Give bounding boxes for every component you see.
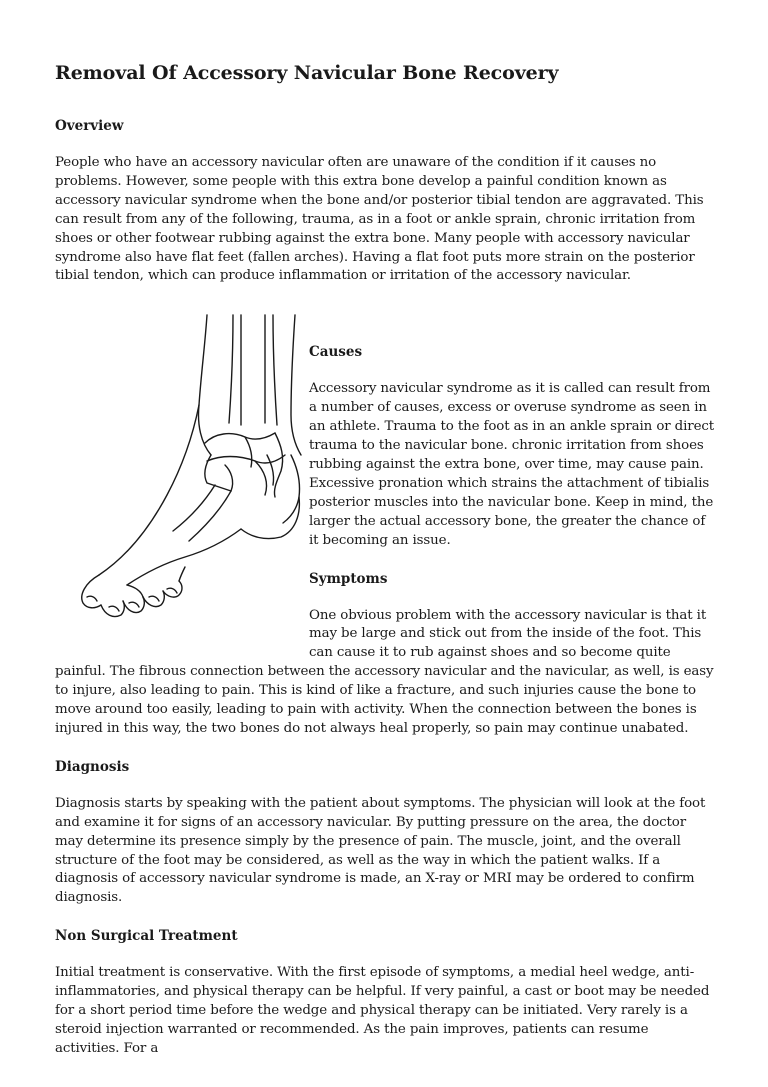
non-surgical-heading: Non Surgical Treatment xyxy=(55,928,238,945)
foot-ankle-illustration-icon xyxy=(55,305,303,645)
diagnosis-paragraph: Diagnosis starts by speaking with the patient about symptoms. The physician will look at the foot and examine it for signs of an accessory navicular. By putting pressure on the area, the doctor may determine its presence simply by the presence of pain. The muscle, joint, and the overall structure of the foot may be considered, as well as the way in which the patient walks. If a diagnosis of accessory navicular syndrome is made, an X-ray or MRI may be ordered to confirm diagnosis. xyxy=(55,795,706,906)
page-title: Removal Of Accessory Navicular Bone Recovery xyxy=(55,62,559,84)
causes-paragraph: Accessory navicular syndrome as it is called can result from a number of causes, excess or overuse syndrome as seen in an athlete. Trauma to the foot as in an ankle sprain or direct trauma to the navicular bone. chronic irritation from shoes rubbing against the extra bone, over time, may cause pain. Excessive pronation which strains the attachment of tibialis posterior muscles into the navicular bone. Keep in mind, the larger the actual accessory bone, the greater the chance of it becoming an issue. xyxy=(309,381,715,548)
overview-paragraph: People who have an accessory navicular often are unaware of the condition if it causes no problems. However, some people with this extra bone develop a painful condition known as accessory navicular syndrome when the bone and/or posterior tibial tendon are aggravated. This can result from any of the following, trauma, as in a foot or ankle sprain, chronic irritation from shoes or other footwear rubbing against the extra bone. Many people with accessory navicular syndrome also have flat feet (fallen arches). Having a flat foot puts more strain on the posterior tibial tendon, which can produce inflammation or irritation of the accessory navicular. xyxy=(55,155,704,284)
symptoms-heading: Symptoms xyxy=(309,570,388,587)
foot-illustration xyxy=(55,305,303,645)
diagnosis-heading: Diagnosis xyxy=(55,758,130,775)
non-surgical-paragraph: Initial treatment is conservative. With the first episode of symptoms, a medial heel wedge, anti-inflammatories, and physical therapy can be helpful. If very painful, a cast or boot may be needed for a short period time before the wedge and physical therapy can be initiated. Very rarely is a steroid injection warranted or recommended. As the pain improves, patients can resume activities. For a xyxy=(55,965,710,1056)
causes-heading: Causes xyxy=(309,344,363,361)
symptoms-paragraph: One obvious problem with the accessory navicular is that it may be large and stick out from the inside of the foot. This can cause it to rub against shoes and so become quite painful. The fibrous connection between the accessory navicular and the navicular, as well, is easy to injure, also leading to pain. This is kind of like a fracture, and such injuries cause the bone to move around too easily, leading to pain with activity. When the connection between the bones is injured in this way, the two bones do not always heal properly, so pain may continue unabated. xyxy=(55,607,714,736)
overview-heading: Overview xyxy=(55,118,124,134)
